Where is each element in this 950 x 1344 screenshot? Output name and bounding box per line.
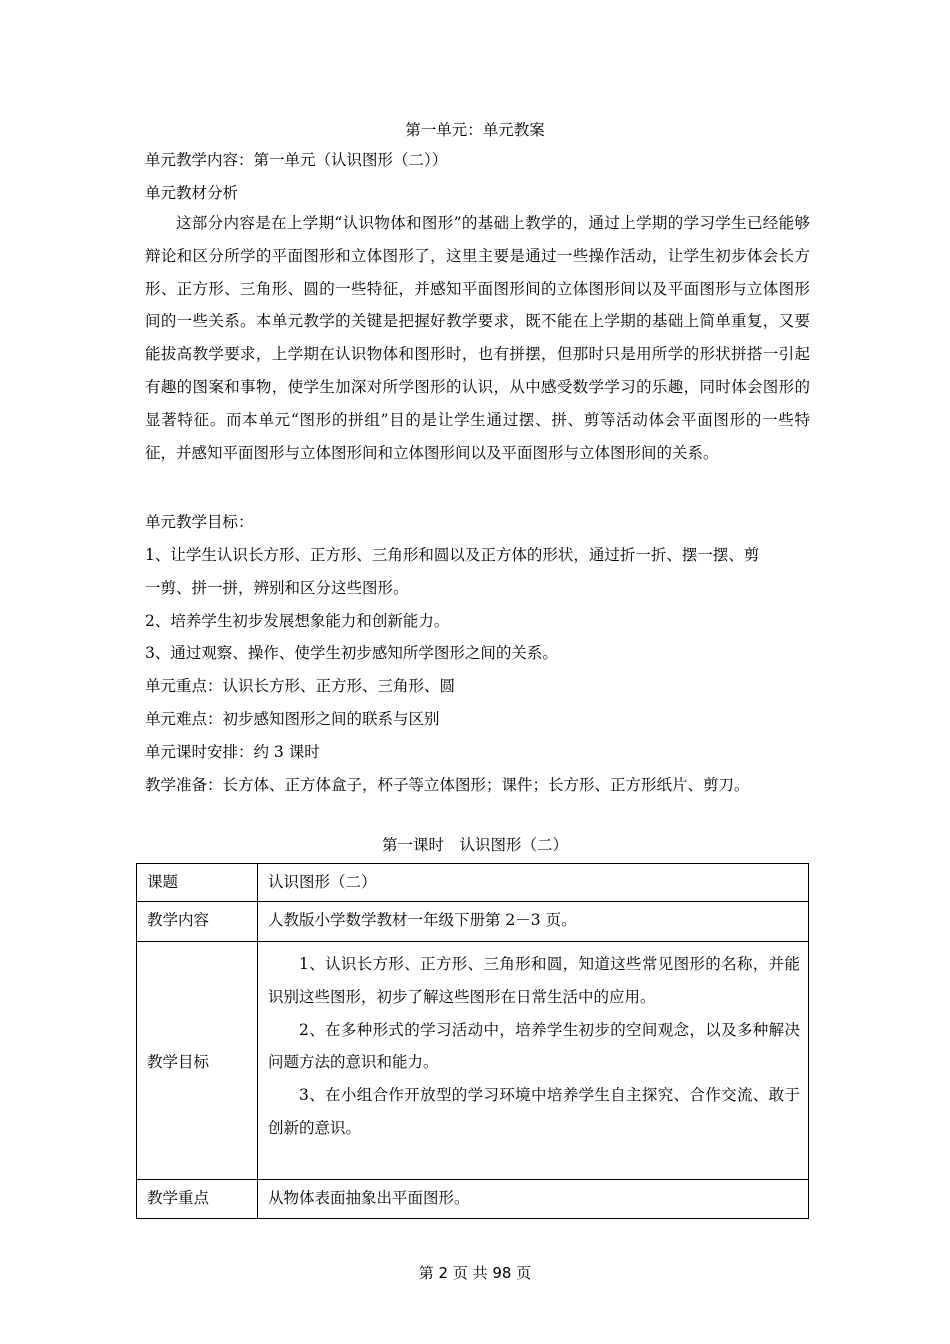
- table-row: [137, 1180, 809, 1219]
- page-footer: 第 2 页 共 98 页: [418, 1264, 532, 1282]
- objectives-label: 教学目标: [137, 942, 258, 1180]
- table-row: [137, 864, 809, 902]
- lesson-table: [136, 863, 809, 1219]
- goal-2: 2、培养学生初步发展想象能力和创新能力。: [145, 612, 450, 630]
- objectives-cell: [258, 942, 809, 1180]
- preparation: 教学准备：长方体、正方体盒子，杯子等立体图形；课件；长方形、正方形纸片、剪刀。: [145, 776, 750, 794]
- analysis-paragraph: 这部分内容是在上学期“认识物体和图形”的基础上教学的，通过上学期的学习学生已经能够辩论和区分所学的平面图形和立体图形了，这里主要是通过一些操作活动，让学生初步体会长方形、正方形、三角形、圆的一些特征，并感知平面图形间的立体图形间以及平面图形与立体图形间的一些关系。本单元教学的关键是把握好教学要求，既不能在上学期的基础上简单重复，又要能拔高教学要求，上学期在认识物体和图形时，也有拼摆，但那时只是用所学的形状拼搭一引起有趣的图案和事物，使学生加深对所学图形的认识，从中感受数学学习的乐趣，同时体会图形的显著特征。而本单元“图形的拼组”目的是让学生通过摆、拼、剪等活动体会平面图形的一些特征，并感知平面图形与立体图形间和立体图形间以及平面图形与立体图形间的关系。: [145, 214, 810, 462]
- goal-1-line-2: 一剪、拼一拼，辨别和区分这些图形。: [145, 579, 409, 597]
- schedule: 单元课时安排：约 3 课时: [145, 743, 320, 761]
- topic-label: 课题: [137, 864, 258, 902]
- focus-label: 教学重点: [137, 1180, 258, 1219]
- objective-2: 2、在多种形式的学习活动中，培养学生初步的空间观念，以及多种解决问题方法的意识和能力。: [268, 1020, 800, 1072]
- goal-3: 3、通过观察、操作、使学生初步感知所学图形之间的关系。: [145, 644, 558, 662]
- focus-value: 从物体表面抽象出平面图形。: [258, 1180, 809, 1219]
- table-row: [137, 942, 809, 1180]
- key-points: 单元重点：认识长方形、正方形、三角形、圆: [145, 677, 456, 695]
- table-row: [137, 902, 809, 942]
- objective-3: 3、在小组合作开放型的学习环境中培养学生自主探究、合作交流、敢于创新的意识。: [268, 1086, 800, 1137]
- lesson-title: 第一课时 认识图形（二）: [381, 836, 568, 854]
- objective-1: 1、认识长方形、正方形、三角形和圆，知道这些常见图形的名称，并能识别这些图形，初步了解这些图形在日常生活中的应用。: [268, 955, 800, 1006]
- analysis-heading: 单元教材分析: [145, 184, 239, 202]
- content-label: 教学内容: [137, 902, 258, 942]
- goal-1-line-1: 1、让学生认识长方形、正方形、三角形和圆以及正方体的形状，通过折一折、摆一摆、剪: [145, 546, 760, 564]
- difficult-points: 单元难点：初步感知图形之间的联系与区别: [145, 710, 440, 728]
- unit-content: 单元教学内容：第一单元（认识图形（二））: [145, 151, 448, 169]
- topic-value: 认识图形（二）: [258, 864, 809, 902]
- unit-title: 第一单元：单元教案: [405, 121, 545, 139]
- content-value: 人教版小学数学教材一年级下册第 2－3 页。: [258, 902, 809, 942]
- goals-heading: 单元教学目标：: [145, 513, 254, 531]
